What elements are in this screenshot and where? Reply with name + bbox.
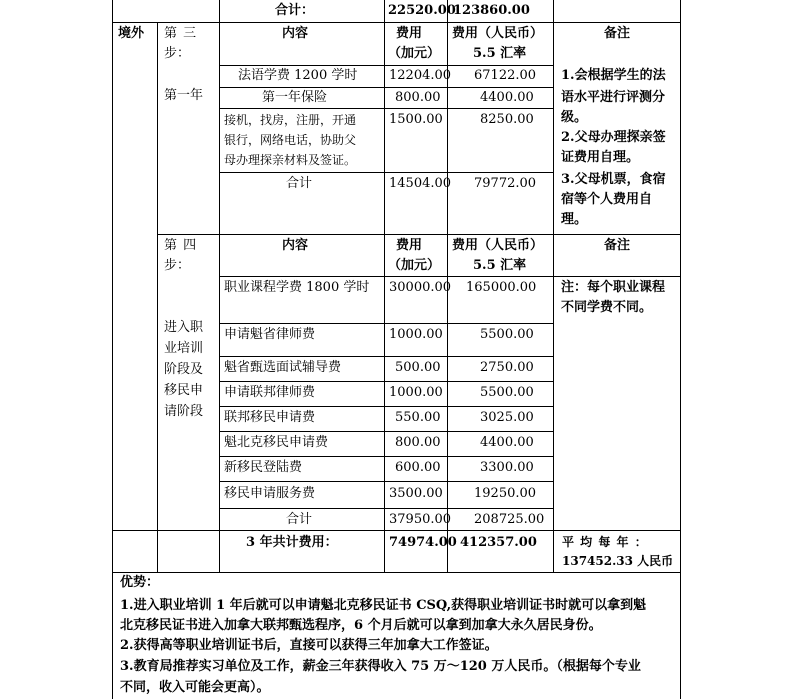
- step3-row-usd: 1500.00: [389, 112, 443, 127]
- step4-row-rmb: 3025.00: [480, 410, 534, 425]
- step3-row-item-line3: 母办理探亲材料及签证。: [224, 153, 357, 167]
- step4-row-rmb: 5500.00: [480, 327, 534, 342]
- step4-header-rmb-1: 费用（人民币）: [452, 238, 544, 253]
- step3-subtotal-rmb: 79772.00: [474, 176, 537, 191]
- total-rmb: 412357.00: [460, 535, 537, 550]
- step3-row-usd: 800.00: [395, 90, 441, 105]
- step3-row-rmb: 8250.00: [480, 112, 534, 127]
- step4-header-note: 备注: [604, 238, 631, 253]
- step4-row-item: 移民申请服务费: [224, 486, 316, 501]
- advantages-line: 北克移民证书进入加拿大联邦甄选程序，6 个月后就可以拿到加拿大永久居民身份。: [120, 618, 602, 633]
- step4-row-rmb: 5500.00: [480, 385, 534, 400]
- step3-row-item: 法语学费 1200 学时: [238, 68, 358, 83]
- step4-row-usd: 1000.00: [389, 385, 443, 400]
- step3-note-line: 理。: [561, 212, 588, 227]
- step3-note-line: 级。: [561, 110, 588, 125]
- step4-row-rmb: 19250.00: [474, 486, 537, 501]
- step4-title-line: 进入职: [164, 320, 204, 335]
- step4-subtotal-label: 合计: [286, 512, 313, 527]
- step4-subtotal-usd: 37950.00: [389, 512, 452, 527]
- step3-subtotal-usd: 14504.00: [389, 176, 452, 191]
- step3-note-line: 3.父母机票，食宿: [561, 172, 666, 187]
- advantages-line: 1.进入职业培训 1 年后就可以申请魁北克移民证书 CSQ,获得职业培训证书时就可以拿到魁: [120, 598, 647, 613]
- step3-title-2: 步：: [164, 46, 191, 61]
- step3-title-3: 第一年: [164, 88, 204, 103]
- step4-row-item: 新移民登陆费: [224, 460, 303, 475]
- step4-row-usd: 30000.00: [389, 280, 452, 295]
- step3-note-line: 2.父母办理探亲签: [561, 130, 666, 145]
- step4-title-line: 请阶段: [164, 404, 204, 419]
- step3-row-item-line1: 接机，找房，注册，开通: [224, 113, 357, 127]
- step3-title-1: 第 三: [164, 26, 198, 41]
- step4-subtotal-rmb: 208725.00: [474, 512, 545, 527]
- step3-header-item: 内容: [282, 26, 309, 41]
- step4-row-usd: 3500.00: [389, 486, 443, 501]
- step4-row-rmb: 165000.00: [466, 280, 537, 295]
- step3-row-rmb: 4400.00: [480, 90, 534, 105]
- step3-header-note: 备注: [604, 26, 631, 41]
- step3-row-rmb: 67122.00: [474, 68, 537, 83]
- total-avg-line1: 平 均 每 年 ：: [562, 535, 648, 549]
- step4-title-1: 第 四: [164, 238, 198, 253]
- step4-title-line: 移民申: [164, 383, 204, 398]
- top-subtotal-usd: 22520.00: [388, 3, 456, 18]
- advantages-line: 不同，收入可能会更高）。: [120, 680, 270, 695]
- region-label: 境外: [118, 26, 145, 41]
- step3-subtotal-label: 合计: [286, 176, 313, 191]
- step4-row-rmb: 3300.00: [480, 460, 534, 475]
- step4-header-item: 内容: [282, 238, 309, 253]
- step4-row-item: 申请联邦律师费: [224, 385, 316, 400]
- step4-row-item: 联邦移民申请费: [224, 410, 316, 425]
- step4-row-rmb: 4400.00: [480, 435, 534, 450]
- total-label: 3 年共计费用：: [246, 535, 338, 550]
- step3-header-rmb-1: 费用（人民币）: [452, 26, 544, 41]
- step4-header-rmb-2: 5.5 汇率: [473, 258, 527, 273]
- step4-title-2: 步：: [164, 258, 191, 273]
- step4-row-item: 魁北克移民申请费: [224, 435, 329, 450]
- step3-note-line: 语水平进行评测分: [561, 90, 666, 105]
- step3-note-line: 宿等个人费用自: [561, 192, 653, 207]
- step4-row-usd: 800.00: [395, 435, 441, 450]
- step4-header-usd-1: 费用: [396, 238, 423, 253]
- step4-row-item: 申请魁省律师费: [224, 327, 316, 342]
- step4-row-usd: 550.00: [395, 410, 441, 425]
- step3-note-line: 1.会根据学生的法: [561, 68, 666, 83]
- step3-note-line: 证费用自理。: [561, 150, 640, 165]
- step4-row-item: 职业课程学费 1800 学时: [224, 280, 370, 295]
- step4-note-line2: 不同学费不同。: [561, 300, 653, 315]
- step4-row-usd: 500.00: [395, 360, 441, 375]
- step4-row-item: 魁省甄选面试辅导费: [224, 360, 342, 375]
- step4-row-rmb: 2750.00: [480, 360, 534, 375]
- top-subtotal-label: 合计：: [275, 3, 315, 18]
- step4-header-usd-2: （加元）: [388, 258, 441, 273]
- step3-row-item-line2: 银行，网络电话，协助父: [224, 133, 357, 147]
- step4-title-line: 业培训: [164, 341, 204, 356]
- advantages-line: 2.获得高等职业培训证书后，直接可以获得三年加拿大工作签证。: [120, 638, 498, 653]
- step3-header-usd-2: （加元）: [388, 46, 441, 61]
- step3-header-rmb-2: 5.5 汇率: [473, 46, 527, 61]
- advantages-title: 优势：: [120, 575, 160, 590]
- total-usd: 74974.00: [389, 535, 457, 550]
- top-subtotal-rmb: 123860.00: [453, 3, 530, 18]
- step3-row-item: 第一年保险: [262, 90, 328, 105]
- step4-row-usd: 1000.00: [389, 327, 443, 342]
- total-avg-line2: 137452.33 人民币: [562, 554, 674, 568]
- step3-header-usd-1: 费用: [396, 26, 423, 41]
- step3-row-usd: 12204.00: [389, 68, 452, 83]
- advantages-line: 3.教育局推荐实习单位及工作，薪金三年获得收入 75 万～120 万人民币。（根据每个专业: [120, 659, 641, 674]
- step4-note-line1: 注：每个职业课程: [561, 280, 666, 295]
- step4-title-line: 阶段及: [164, 362, 204, 377]
- step4-row-usd: 600.00: [395, 460, 441, 475]
